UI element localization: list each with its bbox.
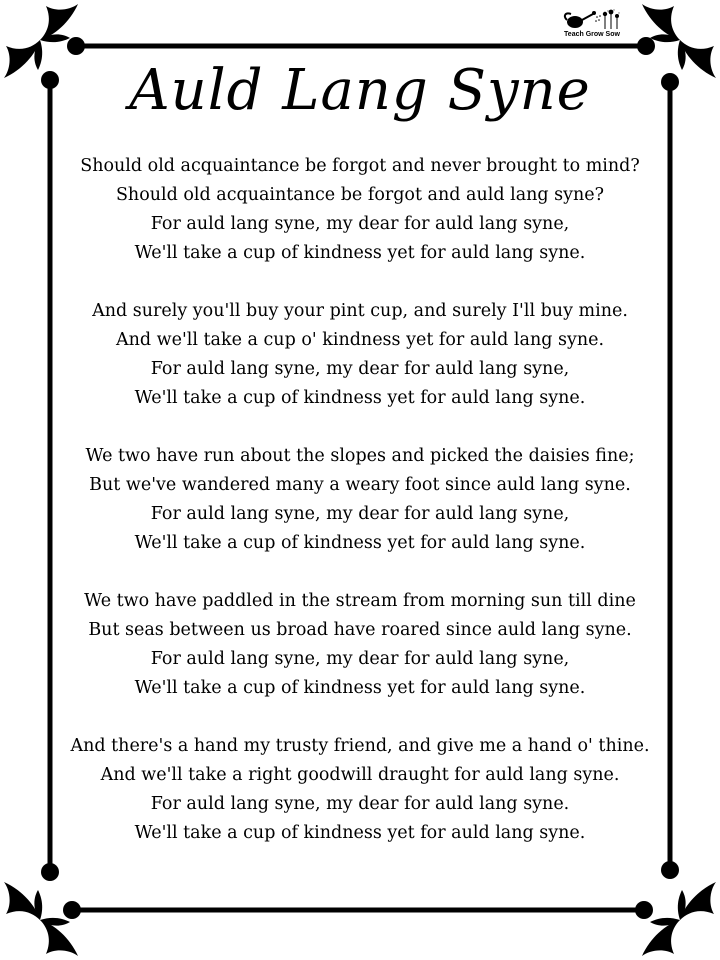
verse-line: We'll take a cup of kindness yet for auld lang syne. [134,533,586,553]
verse-4 [60,587,660,703]
verse-line: But we've wandered many a weary foot since auld lang syne. [89,475,631,495]
verse-line: We two have paddled in the stream from morning sun till dine [84,591,636,611]
poem [60,152,660,877]
verse-line: We'll take a cup of kindness yet for auld lang syne. [134,243,586,263]
verse-line: And surely you'll buy your pint cup, and surely I'll buy mine. [92,301,628,321]
verse-5 [60,732,660,848]
corner-ornament-bottom-left [4,882,78,956]
logo-text: Teach Grow Sow [564,31,620,38]
logo [558,8,626,44]
verse-line: And we'll take a cup o' kindness yet for auld lang syne. [115,330,605,350]
verse-line: We'll take a cup of kindness yet for auld lang syne. [134,388,586,408]
verse-line: And there's a hand my trusty friend, and give me a hand o' thine. [70,736,650,756]
verse-3 [60,442,660,558]
verse-1 [60,152,660,268]
verse-line: For auld lang syne, my dear for auld lang syne, [150,649,570,669]
verse-line: But seas between us broad have roared since auld lang syne. [88,620,632,640]
verse-2 [60,297,660,413]
verse-line: For auld lang syne, my dear for auld lang syne, [150,214,570,234]
verse-line: We two have run about the slopes and picked the daisies fine; [85,446,635,466]
page-title: Auld Lang Syne [129,58,591,123]
corner-ornament-bottom-right [642,882,716,956]
verse-line: For auld lang syne, my dear for auld lang syne, [150,504,570,524]
verse-line: Should old acquaintance be forgot and auld lang syne? [115,185,605,205]
verse-line: Should old acquaintance be forgot and never brought to mind? [80,156,640,176]
verse-line: We'll take a cup of kindness yet for auld lang syne. [134,823,586,843]
corner-ornament-top-left [4,4,78,78]
watering-can-flowers-icon [563,8,621,30]
verse-line: For auld lang syne, my dear for auld lang syne, [150,359,570,379]
verse-line: We'll take a cup of kindness yet for auld lang syne. [134,678,586,698]
verse-line: For auld lang syne, my dear for auld lang syne. [150,794,570,814]
verse-line: And we'll take a right goodwill draught for auld lang syne. [100,765,620,785]
